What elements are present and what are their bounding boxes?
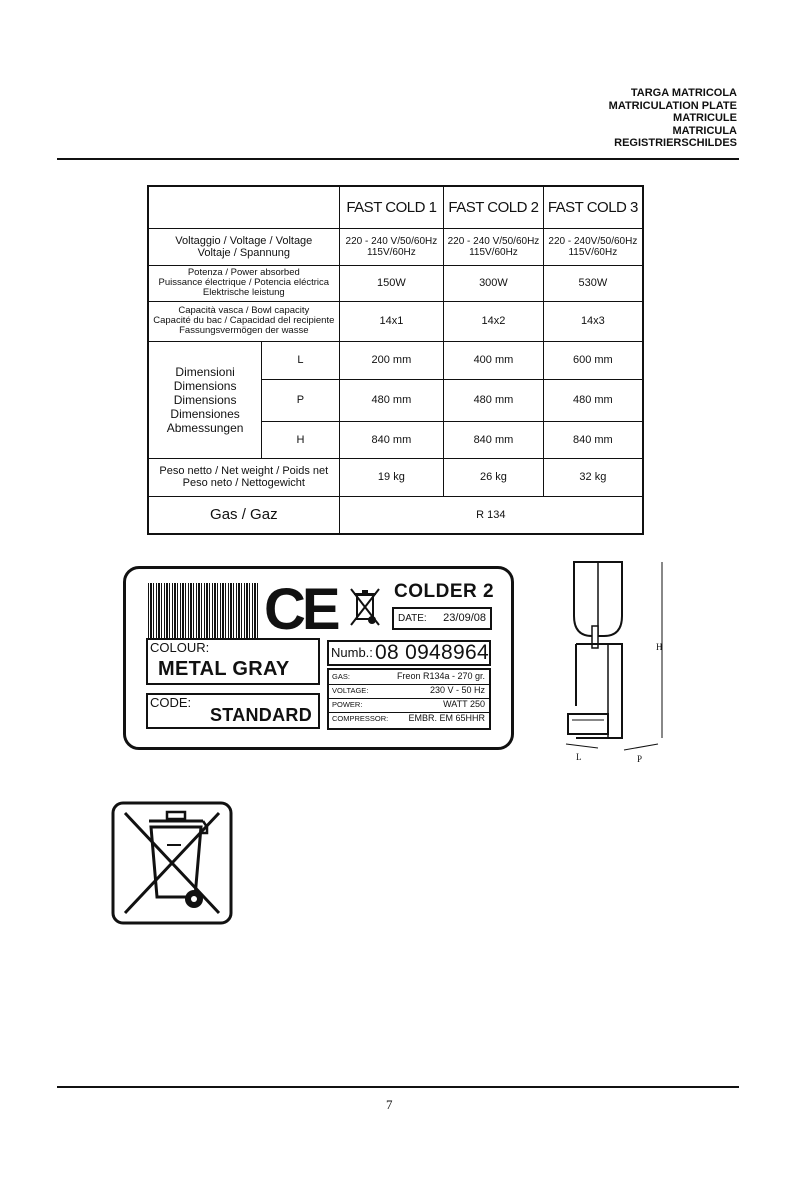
label-line: Dimensions — [173, 392, 237, 407]
date-value: 23/09/08 — [443, 612, 486, 624]
table-row — [148, 186, 643, 228]
spec-value: 230 V - 50 Hz — [429, 685, 485, 695]
machine-drawing — [552, 556, 682, 766]
dimension-cell: 840 mm — [444, 421, 544, 458]
spec-value: WATT 250 — [443, 699, 485, 709]
page-header — [609, 87, 737, 150]
header-line: REGISTRIERSCHILDES — [614, 137, 737, 149]
label-line: Dimensions — [173, 378, 237, 393]
label-line: Capacità vasca / Bowl capacity — [178, 305, 310, 316]
footer-divider — [57, 1086, 739, 1088]
table-row — [148, 496, 643, 534]
code-value: STANDARD — [209, 705, 312, 725]
dimension-key: L — [262, 341, 339, 379]
weight-cell: 32 kg — [543, 458, 643, 496]
label-line: Voltaje / Spannung — [197, 246, 290, 259]
empty-header-cell — [148, 186, 339, 228]
voltage-cell — [444, 228, 544, 265]
model-header: FAST COLD 1 — [339, 186, 444, 228]
power-cell: 530W — [543, 265, 643, 301]
plate-spec-row — [329, 698, 489, 713]
header-line: MATRICULA — [672, 124, 737, 137]
spec-label: POWER: — [332, 700, 363, 709]
label-line: Dimensiones — [170, 406, 240, 421]
header-line: MATRICULE — [673, 112, 737, 124]
label-line: Puissance électrique / Potencia eléctrica — [158, 277, 330, 288]
model-header: FAST COLD 2 — [444, 186, 544, 228]
colour-value: METAL GRAY — [158, 658, 290, 680]
ce-mark: CE — [264, 577, 337, 642]
cell-line: 220 - 240V/50/60Hz — [548, 235, 638, 247]
capacity-cell: 14x3 — [543, 301, 643, 341]
dimension-cell: 840 mm — [339, 421, 444, 458]
header-line: TARGA MATRICOLA — [630, 87, 737, 99]
colour-box — [146, 638, 320, 685]
label-line: Peso neto / Nettogewicht — [182, 477, 305, 489]
header-line: MATRICULATION PLATE — [608, 99, 737, 112]
dimension-cell: 600 mm — [543, 341, 643, 379]
page-number: 7 — [386, 1097, 393, 1112]
weight-cell: 26 kg — [444, 458, 544, 496]
depth-dimension-label: P — [637, 754, 643, 764]
dimension-cell: 480 mm — [444, 379, 544, 421]
weight-label — [148, 458, 339, 496]
model-name: COLDER 2 — [394, 581, 495, 602]
dimension-cell: 480 mm — [543, 379, 643, 421]
code-label: CODE: — [150, 695, 192, 710]
spec-value: EMBR. EM 65HHR — [408, 713, 485, 723]
table-row — [148, 265, 643, 301]
spec-value: Freon R134a - 270 gr. — [396, 671, 485, 681]
capacity-label — [148, 301, 339, 341]
voltage-label — [148, 228, 339, 265]
machine-outline-icon — [552, 556, 682, 766]
spec-label: GAS: — [332, 672, 350, 681]
label-line: Potenza / Power absorbed — [187, 267, 300, 278]
plate-spec-row — [329, 712, 489, 726]
cell-line: 115V/60Hz — [469, 246, 518, 258]
power-cell: 300W — [444, 265, 544, 301]
date-label: DATE: — [398, 613, 427, 624]
plate-spec-row — [329, 684, 489, 699]
label-line: Capacité du bac / Capacidad del recipiente — [153, 315, 335, 326]
cell-line: 220 - 240 V/50/60Hz — [345, 235, 438, 247]
date-box — [392, 607, 492, 630]
plate-spec-row — [329, 670, 489, 685]
label-line: Peso netto / Net weight / Poids net — [159, 465, 329, 477]
model-header: FAST COLD 3 — [543, 186, 643, 228]
height-dimension-label: H — [656, 642, 663, 652]
gas-label: Gas / Gaz — [148, 496, 339, 534]
voltage-cell — [339, 228, 444, 265]
gas-value: R 134 — [339, 496, 643, 534]
length-dimension-label: L — [576, 752, 582, 762]
dimension-cell: 200 mm — [339, 341, 444, 379]
number-label: Numb.: — [331, 645, 373, 660]
spec-table — [147, 185, 644, 535]
dimension-key: H — [262, 421, 339, 458]
number-value: 08 0948964 — [375, 641, 489, 664]
spec-label: COMPRESSOR: — [332, 714, 389, 723]
capacity-cell: 14x1 — [339, 301, 444, 341]
cell-line: 220 - 240 V/50/60Hz — [447, 235, 540, 247]
colour-label: COLOUR: — [150, 640, 210, 655]
power-label — [148, 265, 339, 301]
dimension-cell: 480 mm — [339, 379, 444, 421]
plate-spec-box — [327, 668, 491, 730]
capacity-cell: 14x2 — [444, 301, 544, 341]
spec-label: VOLTAGE: — [332, 686, 369, 695]
weee-crossed-bin-icon — [111, 801, 233, 925]
table-row — [148, 341, 643, 379]
dimensions-label — [148, 341, 262, 458]
table-row — [148, 228, 643, 265]
weight-cell: 19 kg — [339, 458, 444, 496]
code-box — [146, 693, 320, 729]
label-line: Abmessungen — [166, 420, 244, 435]
voltage-cell — [543, 228, 643, 265]
dimension-cell: 840 mm — [543, 421, 643, 458]
cell-line: 115V/60Hz — [367, 246, 416, 258]
label-line: Voltaggio / Voltage / Voltage — [175, 234, 313, 247]
power-cell: 150W — [339, 265, 444, 301]
cell-line: 115V/60Hz — [568, 246, 618, 258]
label-line: Dimensioni — [175, 364, 235, 379]
matriculation-plate — [123, 566, 514, 750]
dimension-cell: 400 mm — [444, 341, 544, 379]
number-box — [327, 640, 491, 666]
table-row — [148, 458, 643, 496]
table-row — [148, 301, 643, 341]
dimension-key: P — [262, 379, 339, 421]
label-line: Elektrische leistung — [202, 287, 285, 298]
crossed-bin-icon — [348, 585, 382, 629]
label-line: Fassungsvermögen der wasse — [179, 325, 309, 336]
barcode — [148, 583, 258, 639]
header-divider — [57, 158, 739, 160]
